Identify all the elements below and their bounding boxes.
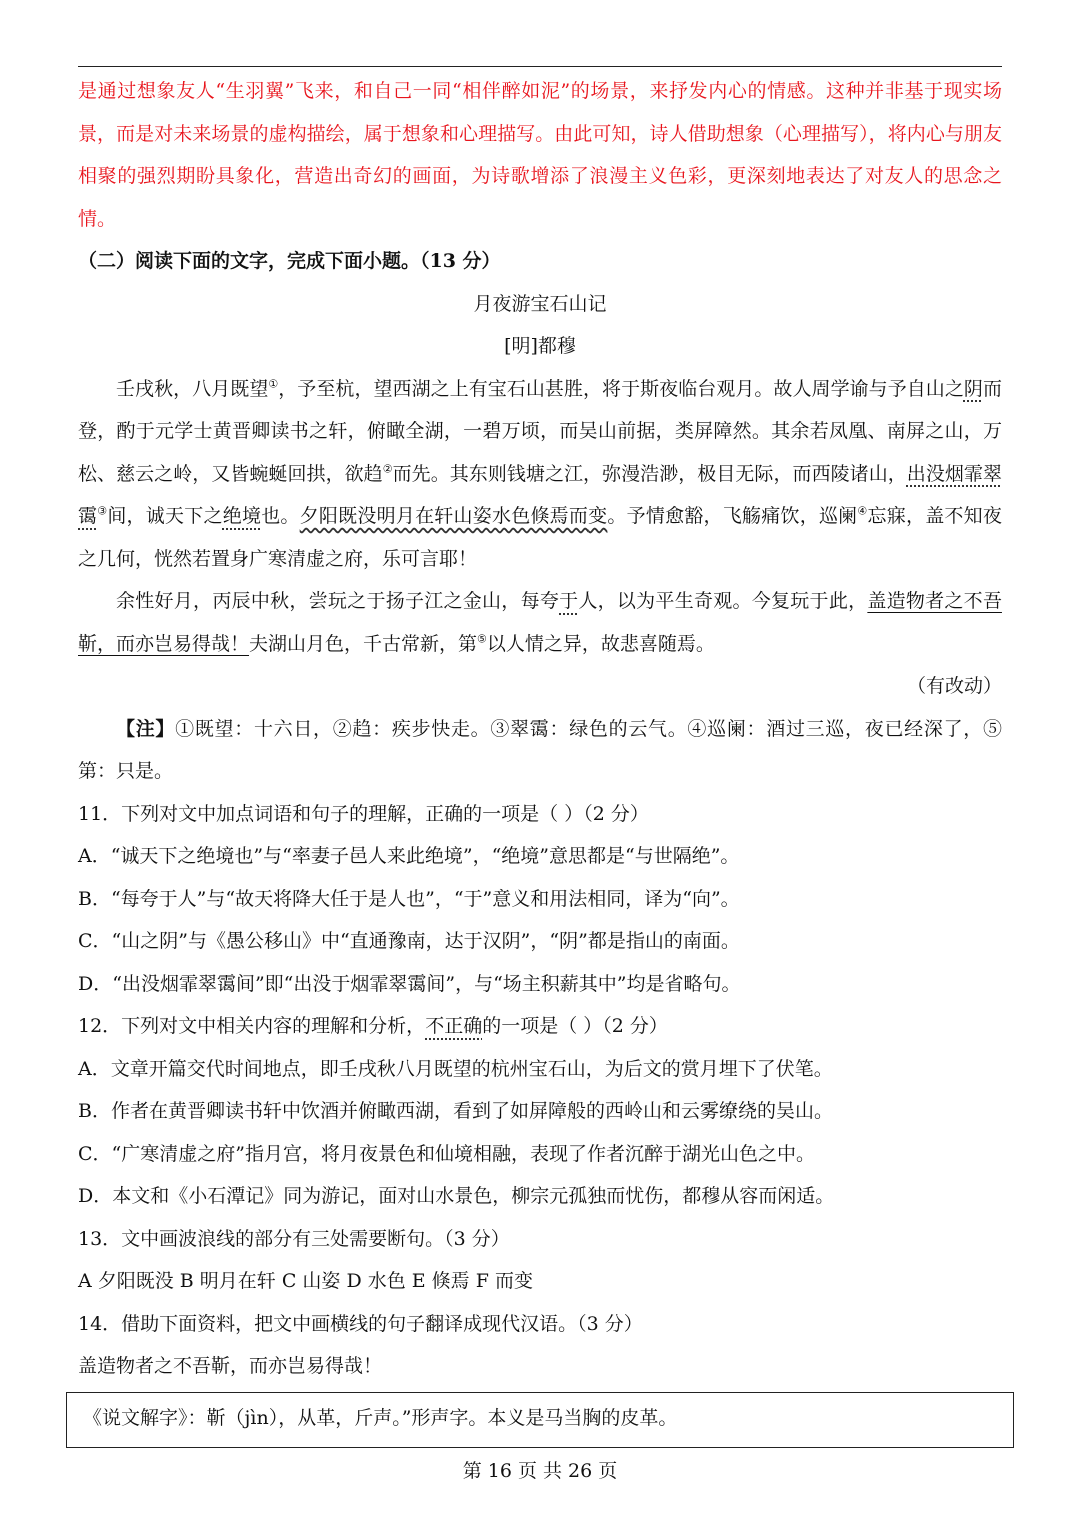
reference-box: 《说文解字》：靳（jìn），从革，斤声。”形声字。本义是马当胸的皮革。 xyxy=(66,1392,1014,1448)
page-footer: 第 16 页 共 26 页 xyxy=(462,1460,618,1482)
question-12-option-d: D．本文和《小石潭记》同为游记，面对山水景色，柳宗元孤独而忧伤，都穆从容而闲适。 xyxy=(78,1185,835,1207)
question-11-option-d: D．“出没烟霏翠霭间”即“出没于烟霏翠霭间”，与“场主积薪其中”均是省略句。 xyxy=(78,972,741,995)
question-11-option-c: C．“山之阴”与《愚公移山》中“直通豫南，达于汉阴”，“阴”都是指山的南面。 xyxy=(78,930,740,952)
question-11-option-b: B．“每夸于人”与“故天将降大任于是人也”，“于”意义和用法相同，译为“向”。 xyxy=(78,887,740,910)
source-note: （有改动） xyxy=(906,675,1002,697)
section-heading: （二）阅读下面的文字，完成下面小题。（13 分） xyxy=(78,250,501,272)
question-11-option-a: A．“诚天下之绝境也”与“率妻子邑人来此绝境”，“绝境”意思都是“与世隔绝”。 xyxy=(78,845,740,867)
question-13-segments: A 夕阳既没 B 明月在轩 C 山姿 D 水色 E 倏焉 F 而变 xyxy=(78,1270,533,1292)
header-rule xyxy=(78,66,1002,67)
footnotes: 【注】①既望：十六日，②趋：疾步快走。③翠霭：绿色的云气。④巡阑：酒过三巡，夜已经深了，⑤第：只是。 xyxy=(78,717,1002,782)
question-11-stem: 11．下列对文中加点词语和句子的理解，正确的一项是（ ）（2 分） xyxy=(78,802,649,825)
question-13-stem: 13．文中画波浪线的部分有三处需要断句。（3 分） xyxy=(78,1227,510,1250)
passage-author: [明]都穆 xyxy=(504,335,576,357)
answer-explanation: 是通过想象友人“生羽翼”飞来，和自己一同“相伴醉如泥”的场景，来抒发内心的情感。这种并非基于现实场景，而是对未来场景的虚构描绘，属于想象和心理描写。由此可知，诗人借助想象（心理描写），将内心与朋友相聚的强烈期盼具象化，营造出奇幻的画面，为诗歌增添了浪漫主义色彩，更深刻地表达了对友人的思念之情。 xyxy=(78,80,1002,230)
question-12-option-a: A．文章开篇交代时间地点，即壬戌秋八月既望的杭州宝石山，为后文的赏月埋下了伏笔。 xyxy=(78,1057,833,1080)
passage-paragraph-1: 壬戌秋，八月既望①，予至杭，望西湖之上有宝石山甚胜，将于斯夜临台观月。故人周学谕与予自山之阴而登，酌于元学士黄晋卿读书之轩，俯瞰全湖，一碧万顷，而吴山前据，类屏障然。其余若凤凰、南屏之山，万松、慈云之岭，又皆蜿蜒回拱，欲趋②而先。其东则钱塘之江，弥漫浩渺，极目无际，而西陵诸山，出没烟霏翠霭③间，诚天下之绝境也。夕阳既没明月在轩山姿水色倏焉而变。予情愈豁，飞觞痛饮，巡阑④忘寐，盖不知夜之几何，恍然若置身广寒清虚之府，乐可言耶！ xyxy=(78,377,1002,570)
question-14-sentence: 盖造物者之不吾靳，而亦岂易得哉！ xyxy=(78,1355,383,1377)
question-12-option-c: C．“广寒清虚之府”指月宫，将月夜景色和仙境相融，表现了作者沉醉于湖光山色之中。 xyxy=(78,1142,815,1165)
passage-paragraph-2: 余性好月，丙辰中秋，尝玩之于扬子江之金山，每夸于人，以为平生奇观。今复玩于此，盖造物者之不吾靳，而亦岂易得哉！夫湖山月色，千古常新，第⑤以人情之异，故悲喜随焉。 xyxy=(78,590,1002,655)
question-12-option-b: B．作者在黄晋卿读书轩中饮酒并俯瞰西湖，看到了如屏障般的西岭山和云雾缭绕的吴山。 xyxy=(78,1100,833,1122)
question-14-stem: 14．借助下面资料，把文中画横线的句子翻译成现代汉语。（3 分） xyxy=(78,1312,643,1335)
passage-title: 月夜游宝石山记 xyxy=(473,292,607,315)
question-12-stem: 12．下列对文中相关内容的理解和分析，不正确的一项是（ ）（2 分） xyxy=(78,1015,668,1037)
wavy-underlined-text: 夕阳既没明月在轩山姿水色倏焉而 xyxy=(299,505,589,527)
underlined-sentence: 盖造物者之不吾靳，而亦岂易得哉！ xyxy=(78,590,1002,655)
page-content xyxy=(78,70,1002,1448)
